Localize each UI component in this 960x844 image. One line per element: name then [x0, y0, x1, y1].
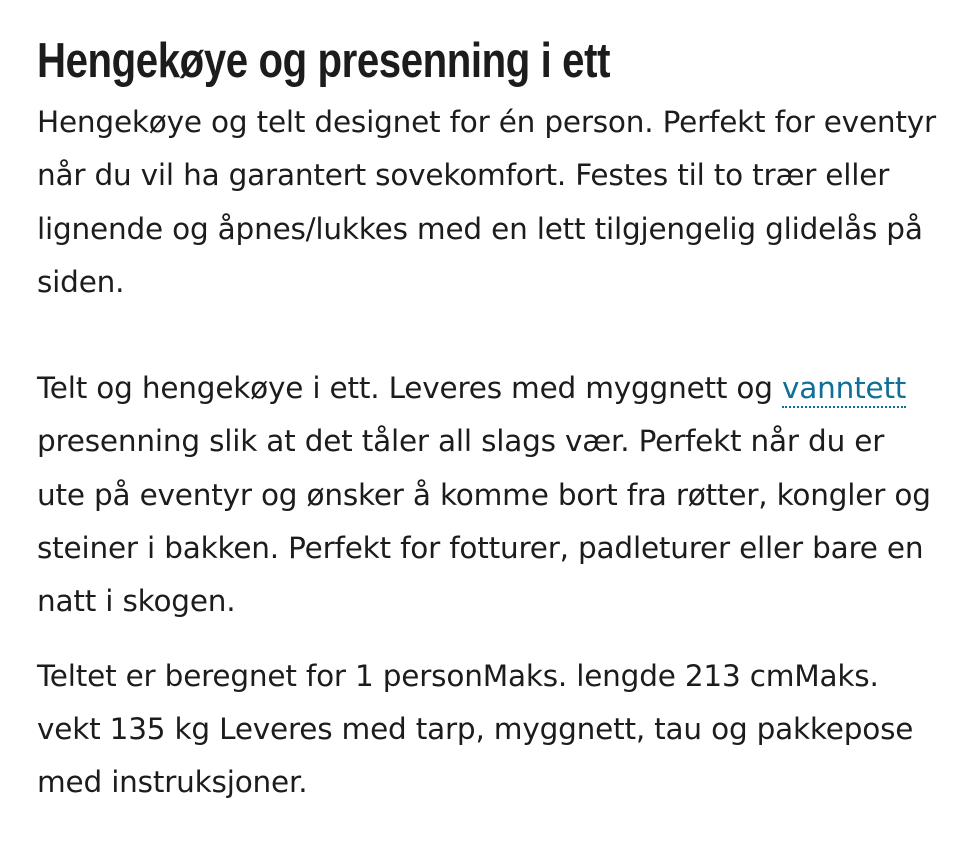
description-paragraph-3: Teltet er beregnet for 1 personMaks. lengde 213 cmMaks. vekt 135 kg Leveres med tarp, myggnett, tau og pakkepose med instruksjoner. — [37, 658, 914, 800]
description-paragraph-1: Hengekøye og telt designet for én person. Perfekt for eventyr når du vil ha garantert sovekomfort. Festes til to trær eller lignende og åpnes/lukkes med en lett tilgjengelig glidelås på siden. — [37, 105, 936, 299]
article-content — [37, 26, 937, 810]
paragraph-2-text-before: Telt og hengekøye i ett. Leveres med myggnett og — [37, 371, 782, 406]
description-paragraph-2 — [37, 362, 937, 628]
waterproof-link[interactable]: vanntett — [782, 371, 906, 408]
article-title: Hengekøye og presenning i ett — [37, 34, 611, 88]
paragraph-2-text-after: presenning slik at det tåler all slags vær. Perfekt når du er ute på eventyr og ønsker å komme bort fra røtter, kongler og steiner i bakken. Perfekt for fotturer, padleturer eller bare en natt i skogen. — [37, 424, 931, 619]
